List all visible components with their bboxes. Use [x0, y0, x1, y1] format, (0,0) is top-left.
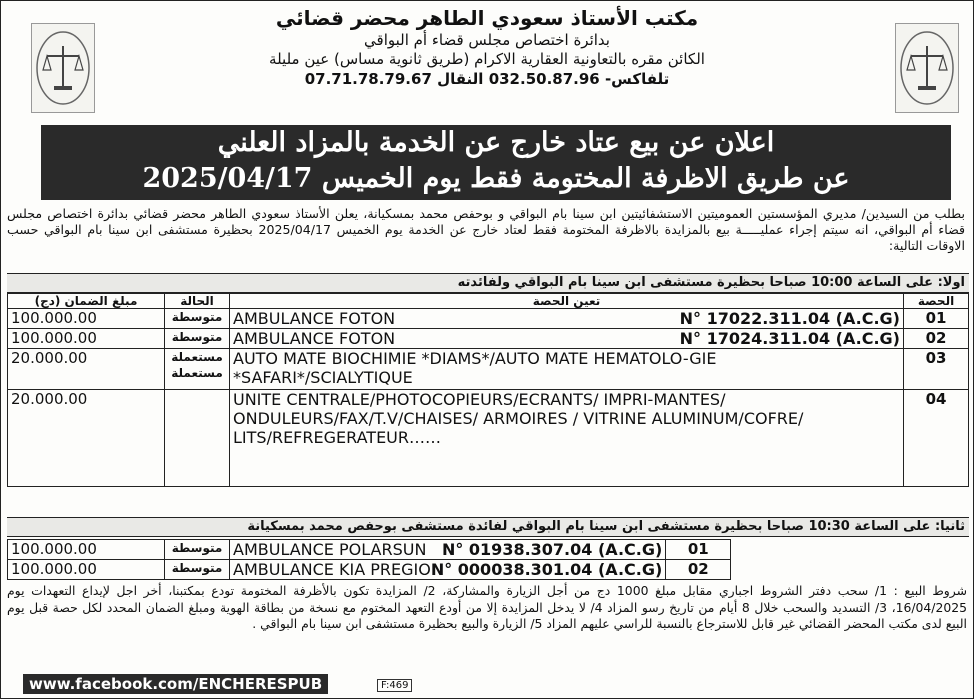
office-header	[121, 5, 853, 89]
table-row	[8, 540, 731, 560]
lot-state: متوسطة	[165, 560, 230, 580]
lot-state: متوسطة	[165, 540, 230, 560]
lot-item: AMBULANCE FOTON	[233, 329, 396, 348]
lot-number: 01	[904, 309, 969, 329]
banner-line-2: عن طريق الاظرفة المختومة فقط يوم الخميس 2025/04/17	[142, 163, 850, 194]
header-state: الحالة	[165, 294, 230, 309]
scales-of-justice-seal-left	[31, 23, 95, 113]
lot-state: متوسطة	[165, 309, 230, 329]
lot-price: 100.000.00	[8, 560, 165, 580]
table-row	[8, 390, 969, 487]
lot-description	[230, 540, 666, 560]
facebook-link[interactable]: www.facebook.com/ENCHERESPUB	[23, 674, 328, 694]
jurisdiction-line: بدائرة اختصاص مجلس قضاء أم البواقي	[364, 31, 610, 49]
lot-description	[230, 309, 904, 329]
table-row	[8, 309, 969, 329]
reference-code: F:469	[377, 679, 412, 692]
table-row	[8, 329, 969, 349]
lot-item: AMBULANCE KIA PREGIO	[233, 560, 431, 579]
phone-line: تلفاكس- 032.50.87.96 النقال 07.71.78.79.67	[304, 70, 670, 88]
lot-state: مستعملة مستعملة	[165, 349, 230, 390]
intro-paragraph: بطلب من السيدين/ مديري المؤسستين العموميتين الاستشفائيتين ابن سينا بام البواقي و بوحفص محمد بمسكيانة، يعلن الأستاذ سعودي الطاهر محضر قضائي بدائرة اختصاص مجلس قضاء أم البواقي، انه سيتم إجراء عمليـــــة بيع بالمزايدة بالاظرفة المختومة فقط لعتاد خارج عن الخدمة يوم الخميس 2025/04/17 بحظيرة مستشفى ابن سينا بام البواقي حسب الاوقات التالية:	[7, 206, 966, 253]
lot-serial: N° 17024.311.04 (A.C.G)	[679, 329, 900, 348]
sale-terms: شروط البيع : 1/ سحب دفتر الشروط اجباري مقابل مبلغ 1000 دج من أجل الزيارة والمشاركة، 2/ المزايدة تكون بالأظرفة المختومة تودع بمكتبنا، أخر اجل لإيداع التعهدات يوم 16/04/2025، 3/ التسديد والسحب خلال 8 أيام من تاريخ رسو المزاد 4/ لا يدخل المزايدة إلا من أودع التعهد المختوم مع نسخة من بطاقة الهوية ومبلغ الضمان المحدد لكل حصة قبل يوم البيع لدى مكتب المحضر القضائي غير قابل للاسترجاع بالنسبة للراسي عليهم المزاد 5/ الزيارة والبيع بحظيرة مستشفى ابن سينا بام البواقي .	[7, 583, 968, 631]
banner-line-1: اعلان عن بيع عتاد خارج عن الخدمة بالمزاد العلني	[217, 127, 775, 158]
header-price: مبلغ الضمان (دج)	[8, 294, 165, 309]
section-1-heading: اولا: على الساعة 10:00 صباحا بحظيرة مستشفى ابن سينا بام البواقي ولفائدته	[7, 273, 969, 293]
office-title: مكتب الأستاذ سعودي الطاهر محضر قضائي	[275, 6, 699, 30]
lot-item: AMBULANCE POLARSUN	[233, 540, 427, 559]
lot-description: UNITE CENTRALE/PHOTOCOPIEURS/ECRANTS/ IMPRI-MANTES/ ONDULEURS/FAX/T.V/CHAISES/ ARMOIRES / VITRINE ALUMINUM/COFRE/ LITS/REFREGERATEUR……	[230, 390, 904, 487]
lot-price: 100.000.00	[8, 540, 165, 560]
lot-description	[230, 329, 904, 349]
lot-serial: N° 17022.311.04 (A.C.G)	[679, 309, 900, 328]
lots-table-2	[7, 539, 731, 580]
table-row	[8, 560, 731, 580]
lot-price: 100.000.00	[8, 309, 165, 329]
lots-table-1	[7, 293, 969, 487]
address-line: الكائن مقره بالتعاونية العقارية الاكرام (طريق ثانوية مساس) عين مليلة	[269, 50, 705, 68]
table-row	[8, 349, 969, 390]
lot-state: متوسطة	[165, 329, 230, 349]
lot-number: 01	[666, 540, 731, 560]
lot-number: 03	[904, 349, 969, 390]
lot-serial: N° 01938.307.04 (A.C.G)	[441, 540, 663, 559]
header-desc: تعين الحصة	[230, 294, 904, 309]
lot-state	[165, 390, 230, 487]
lot-price: 100.000.00	[8, 329, 165, 349]
lot-description	[230, 560, 666, 580]
lot-number: 02	[904, 329, 969, 349]
lot-number: 04	[904, 390, 969, 487]
auction-banner	[41, 125, 951, 200]
lot-description: AUTO MATE BIOCHIMIE *DIAMS*/AUTO MATE HEMATOLO-GIE *SAFARI*/SCIALYTIQUE	[230, 349, 904, 390]
section-2-heading: ثانيا: على الساعة 10:30 صباحا بحظيرة مستشفى ابن سينا بام البواقي لفائدة مستشفى بوحفص محمد بمسكيانة	[7, 517, 969, 537]
lot-serial: N° 000038.301.04 (A.C.G)	[430, 560, 663, 579]
scales-of-justice-seal-right	[895, 23, 959, 113]
lot-number: 02	[666, 560, 731, 580]
lot-item: AMBULANCE FOTON	[233, 309, 396, 328]
table-header-row	[8, 294, 969, 309]
header-lot: الحصة	[904, 294, 969, 309]
lot-price: 20.000.00	[8, 390, 165, 487]
lot-price: 20.000.00	[8, 349, 165, 390]
